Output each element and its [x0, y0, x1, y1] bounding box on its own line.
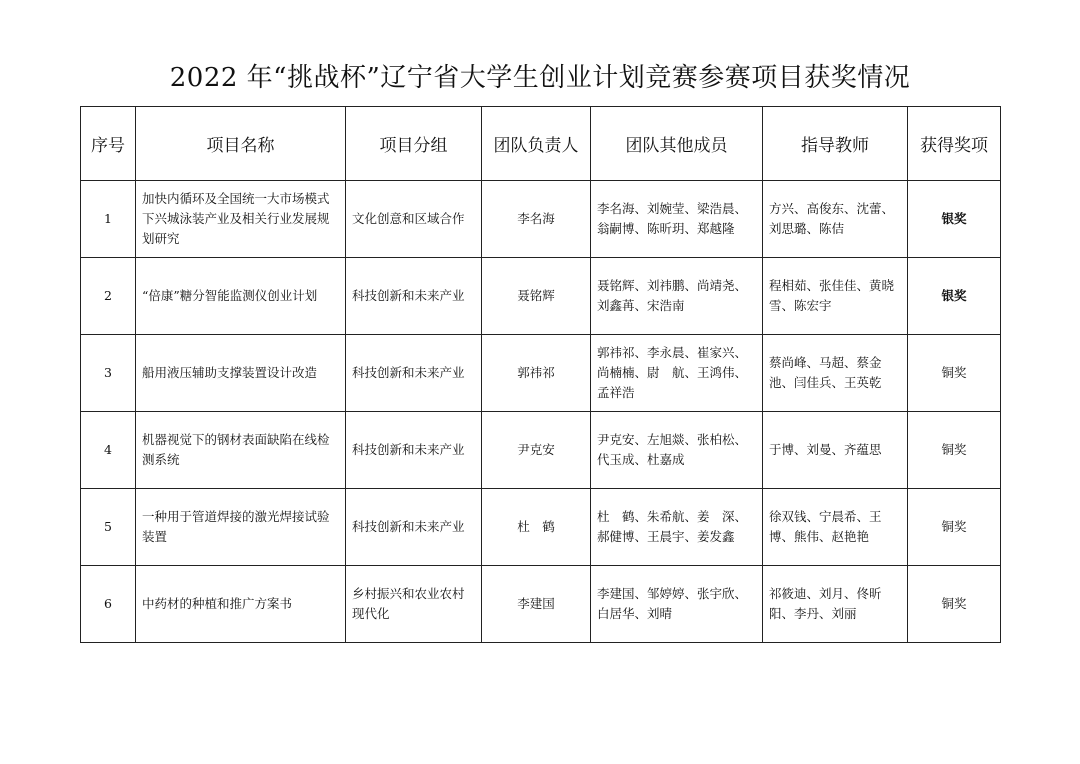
- row-team-leader: 郭祎祁: [482, 335, 591, 412]
- row-team-leader: 尹克安: [482, 412, 591, 489]
- row-index: 6: [81, 566, 136, 643]
- row-advisors: 于博、刘曼、齐蕴思: [763, 412, 908, 489]
- row-team-members: 李建国、邹婷婷、张宇欣、白居华、刘晴: [591, 566, 763, 643]
- row-index: 1: [81, 181, 136, 258]
- header-project-group: 项目分组: [346, 107, 482, 181]
- row-project-group: 乡村振兴和农业农村现代化: [346, 566, 482, 643]
- row-index: 4: [81, 412, 136, 489]
- row-team-members: 尹克安、左旭燚、张柏松、代玉成、杜嘉成: [591, 412, 763, 489]
- header-project-name: 项目名称: [136, 107, 346, 181]
- page-title: 2022 年“挑战杯”辽宁省大学生创业计划竞赛参赛项目获奖情况: [169, 63, 911, 93]
- row-project-group: 科技创新和未来产业: [346, 258, 482, 335]
- row-award: 铜奖: [908, 489, 1001, 566]
- row-team-members: 郭祎祁、李永晨、崔家兴、尚楠楠、尉 航、王鸿伟、孟祥浩: [591, 335, 763, 412]
- row-project-group: 科技创新和未来产业: [346, 489, 482, 566]
- table-header: [81, 107, 1001, 181]
- row-advisors: 蔡尚峰、马超、蔡金池、闫佳兵、王英乾: [763, 335, 908, 412]
- row-project-group: 文化创意和区域合作: [346, 181, 482, 258]
- header-index: 序号: [81, 107, 136, 181]
- row-index: 5: [81, 489, 136, 566]
- row-advisors: 祁筱迪、刘月、佟昕阳、李丹、刘丽: [763, 566, 908, 643]
- row-team-leader: 李名海: [482, 181, 591, 258]
- row-project-name: 船用液压辅助支撑装置设计改造: [136, 335, 346, 412]
- row-award: 铜奖: [908, 566, 1001, 643]
- table-row: [81, 489, 1001, 566]
- row-project-name: 机器视觉下的钢材表面缺陷在线检测系统: [136, 412, 346, 489]
- row-project-name: 加快内循环及全国统一大市场模式下兴城泳装产业及相关行业发展规划研究: [136, 181, 346, 258]
- row-team-members: 聂铭辉、刘祎鹏、尚靖尧、刘鑫苒、宋浩南: [591, 258, 763, 335]
- row-advisors: 徐双钱、宁晨希、王博、熊伟、赵艳艳: [763, 489, 908, 566]
- table-row: [81, 566, 1001, 643]
- header-row: [81, 107, 1001, 181]
- row-project-group: 科技创新和未来产业: [346, 335, 482, 412]
- table-row: [81, 335, 1001, 412]
- table-row: [81, 258, 1001, 335]
- header-team-members: 团队其他成员: [591, 107, 763, 181]
- row-advisors: 方兴、高俊东、沈蕾、刘思璐、陈佶: [763, 181, 908, 258]
- row-team-members: 李名海、刘婉莹、梁浩晨、翁嗣博、陈昕玥、郑越隆: [591, 181, 763, 258]
- awards-table: [80, 106, 1001, 643]
- row-advisors: 程相茹、张佳佳、黄晓雪、陈宏宇: [763, 258, 908, 335]
- row-award: 银奖: [908, 181, 1001, 258]
- row-index: 2: [81, 258, 136, 335]
- row-award: 铜奖: [908, 412, 1001, 489]
- row-award: 铜奖: [908, 335, 1001, 412]
- header-team-leader: 团队负责人: [482, 107, 591, 181]
- row-index: 3: [81, 335, 136, 412]
- row-project-name: “倍康”糖分智能监测仪创业计划: [136, 258, 346, 335]
- row-project-group: 科技创新和未来产业: [346, 412, 482, 489]
- row-team-leader: 杜 鹤: [482, 489, 591, 566]
- header-award: 获得奖项: [908, 107, 1001, 181]
- row-team-members: 杜 鹤、朱希航、姜 深、郝健博、王晨宇、姜发鑫: [591, 489, 763, 566]
- table-row: [81, 181, 1001, 258]
- row-award: 银奖: [908, 258, 1001, 335]
- row-team-leader: 李建国: [482, 566, 591, 643]
- row-project-name: 中药材的种植和推广方案书: [136, 566, 346, 643]
- table-body: [81, 181, 1001, 643]
- row-team-leader: 聂铭辉: [482, 258, 591, 335]
- row-project-name: 一种用于管道焊接的激光焊接试验装置: [136, 489, 346, 566]
- header-advisors: 指导教师: [763, 107, 908, 181]
- table-row: [81, 412, 1001, 489]
